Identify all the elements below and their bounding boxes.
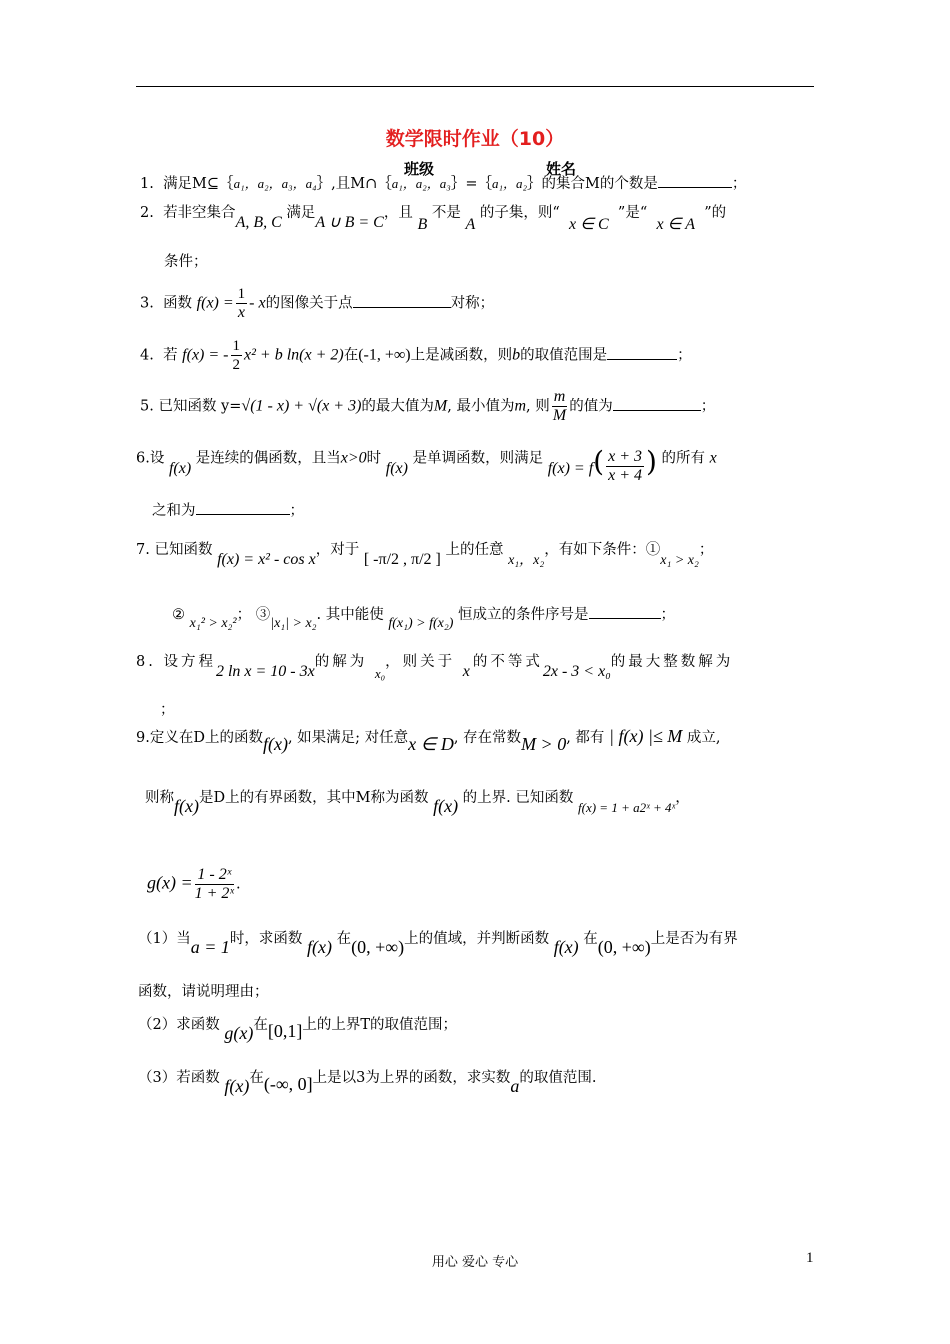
question-7-line-2: ② x₁² > x₂²； ③|x₁| > x₂. 其中能使 f(x₁) > f(x₂) 恒成立的条件序号是 ； (172, 604, 675, 626)
page-title: 数学限时作业（10） (385, 128, 565, 150)
name-label: 姓名 (546, 160, 577, 178)
question-8: 8. 设方程2 ln x = 10 - 3x的解为 x₀，则关于 x的不等式2x - 3 < x₀的最大整数解为 (136, 654, 734, 681)
answer-blank[interactable] (353, 293, 451, 308)
answer-blank[interactable] (589, 604, 661, 619)
part-1-line-2: 函数，请说明理由； (138, 984, 269, 1000)
answer-blank[interactable] (613, 396, 701, 411)
page-number: 1 (806, 1250, 814, 1266)
fraction: $\frac{x + 3}{x + 4}$ (608, 448, 642, 484)
function-g-definition: g(x) = $\frac{\text{1 - 2ˣ}}{\text{1 + 2ˣ}}$ . (147, 866, 241, 902)
question-9-line-2: 则称f(x)是D上的有界函数，其中M称为函数 f(x) 的上界. 已知函数 f(x) = 1 + a2ˣ + 4ˣ， (145, 790, 690, 816)
question-8-line-2: ； (160, 702, 175, 718)
question-1: 1. 满足M⊆｛a₁，a₂，a₃，a₄｝,且M∩｛a₁，a₂，a₃｝=｛a₁，a₂｝的集合M的个数是 ； (140, 173, 746, 194)
part-2: （2）求函数 g(x)在[0,1]上的上界T的取值范围； (138, 1017, 457, 1043)
answer-blank[interactable] (658, 173, 732, 188)
header-rule (136, 86, 814, 87)
question-5: 5. 已知函数 y=√(1 - x) + √(x + 3)的最大值为M, 最小值为m, 则 $\frac{m}{M}$ 的值为 ； (140, 388, 716, 424)
page-footer: 用心 爱心 专心 (431, 1255, 519, 1270)
fraction: $\frac{\text{1 - 2ˣ}}{\text{1 + 2ˣ}}$ (194, 866, 234, 902)
question-2-line-2: 条件； (164, 254, 208, 270)
question-7: 7. 已知函数 f(x) = x² - cos x，对于 [ -π/2 , π/2 ] 上的任意 x₁，x₂，有如下条件：①x₁ > x₂； (136, 542, 714, 568)
class-label: 班级 (404, 160, 435, 178)
answer-blank[interactable] (196, 500, 290, 515)
fraction: $\frac{m}{M}$ (552, 388, 567, 424)
fraction: $\frac{1}{2}$ (232, 338, 240, 373)
answer-blank[interactable] (607, 345, 677, 360)
question-2: 2. 若非空集合A, B, C 满足A ∪ B = C，且 B 不是 A 的子集，则“ x ∈ C ”是“ x ∈ A ”的 (140, 205, 727, 233)
part-1: （1）当a = 1时，求函数 f(x) 在(0, +∞)上的值域，并判断函数 f(x) 在(0, +∞)上是否为有界 (138, 931, 738, 957)
question-4: 4. 若 f(x) = - $\frac{1}{2}$ x² + b ln(x + 2)在(-1, +∞)上是减函数，则b的取值范围是 ； (140, 338, 692, 373)
question-6: 6.设 f(x) 是连续的偶函数，且当x>0时 f(x) 是单调函数，则满足 f(x) = f( $\frac{x + 3}{x + 4}$ ) 的所有 x (136, 444, 717, 484)
question-3: 3. 函数 f(x) = $\frac{1}{x}$ - x的图像关于点 对称； (140, 286, 495, 321)
question-9: 9.定义在D上的函数f(x), 如果满足; 对任意x ∈ D, 存在常数M > 0, 都有 | f(x) |≤ M 成立, (136, 726, 721, 754)
part-3: （3）若函数 f(x)在(-∞, 0]上是以3为上界的函数，求实数a的取值范围. (138, 1070, 597, 1096)
fraction: $\frac{1}{x}$ (237, 286, 246, 321)
question-6-line-2: 之和为 ； (152, 500, 304, 521)
